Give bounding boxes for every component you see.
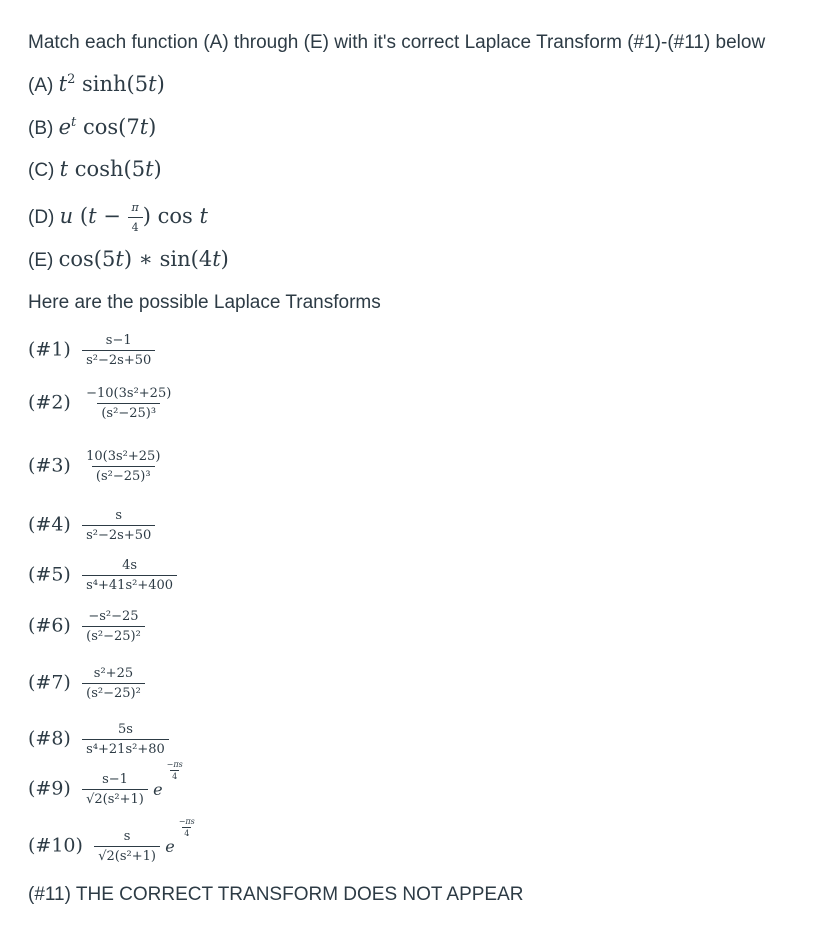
function-c-expr: t cosh(5t) bbox=[59, 157, 162, 181]
function-d-expr: u (t − $\frac{\pi}{4}$ ) cos t bbox=[59, 201, 208, 234]
transform-9-fraction bbox=[82, 772, 148, 807]
transform-6-label: (#6) bbox=[28, 614, 71, 637]
transform-10-exponential: e $\frac{-\pi s}{4}$ bbox=[165, 817, 195, 856]
transform-1-label: (#1) bbox=[28, 338, 71, 361]
transform-8-label: (#8) bbox=[28, 727, 71, 750]
transform-5-denominator: s⁴+41s²+400 bbox=[82, 575, 177, 593]
transform-7-denominator: (s²−25)² bbox=[82, 683, 145, 701]
transform-7-label: (#7) bbox=[28, 671, 71, 694]
transform-11-none: (#11) THE CORRECT TRANSFORM DOES NOT APPEAR bbox=[28, 884, 524, 905]
transform-5 bbox=[28, 558, 177, 593]
function-d-label: (D) bbox=[28, 207, 55, 228]
function-e bbox=[28, 247, 229, 272]
function-c bbox=[28, 157, 162, 182]
transform-10-fraction bbox=[94, 829, 160, 864]
transform-3-label: (#3) bbox=[28, 454, 71, 477]
transform-10 bbox=[28, 817, 197, 864]
transform-3-denominator: (s²−25)³ bbox=[92, 466, 155, 484]
transform-1-numerator: s−1 bbox=[105, 333, 132, 348]
transform-4-label: (#4) bbox=[28, 513, 71, 536]
transforms-heading: Here are the possible Laplace Transforms bbox=[28, 292, 381, 313]
function-b bbox=[28, 115, 156, 140]
transform-6-numerator: −s²−25 bbox=[88, 609, 139, 624]
transform-8 bbox=[28, 722, 169, 757]
function-e-expr: cos(5t) ∗ sin(4t) bbox=[58, 247, 229, 271]
transform-4-fraction bbox=[82, 508, 155, 543]
function-a bbox=[28, 72, 165, 97]
transform-5-fraction bbox=[82, 558, 177, 593]
transform-1-fraction bbox=[82, 333, 155, 368]
function-b-label: (B) bbox=[28, 118, 54, 139]
transform-2-fraction bbox=[82, 386, 175, 421]
transform-4-denominator: s²−2s+50 bbox=[82, 525, 155, 543]
question-intro: Match each function (A) through (E) with it's correct Laplace Transform (#1)-(#11) below bbox=[28, 32, 766, 53]
transform-9-denominator: √2(s²+1) bbox=[82, 789, 148, 807]
function-e-label: (E) bbox=[28, 250, 54, 271]
transform-9-exponential: e $\frac{-\pi s}{4}$ bbox=[153, 760, 183, 799]
transform-5-numerator: 4s bbox=[122, 558, 138, 573]
transform-1 bbox=[28, 333, 155, 368]
transform-6-fraction bbox=[82, 609, 145, 644]
transform-4 bbox=[28, 508, 155, 543]
function-a-expr: $t^2$ sinh(5t) bbox=[58, 72, 165, 96]
transform-7-numerator: s²+25 bbox=[93, 666, 134, 681]
function-c-label: (C) bbox=[28, 160, 55, 181]
transform-10-label: (#10) bbox=[28, 834, 83, 857]
transform-7 bbox=[28, 666, 145, 701]
transform-5-label: (#5) bbox=[28, 563, 71, 586]
transform-3 bbox=[28, 449, 164, 484]
transform-9 bbox=[28, 760, 185, 807]
transform-8-fraction bbox=[82, 722, 169, 757]
transform-1-denominator: s²−2s+50 bbox=[82, 350, 155, 368]
transform-9-numerator: s−1 bbox=[102, 772, 128, 787]
transform-9-label: (#9) bbox=[28, 777, 71, 800]
transform-2-label: (#2) bbox=[28, 391, 71, 414]
transform-7-fraction bbox=[82, 666, 145, 701]
transform-2-denominator: (s²−25)³ bbox=[97, 403, 160, 421]
transform-10-denominator: √2(s²+1) bbox=[94, 846, 160, 864]
transform-6-denominator: (s²−25)² bbox=[82, 626, 145, 644]
function-b-expr: $e^t$ cos(7t) bbox=[58, 115, 157, 139]
transform-8-denominator: s⁴+21s²+80 bbox=[82, 739, 169, 757]
function-a-label: (A) bbox=[28, 75, 54, 96]
function-d bbox=[28, 200, 208, 235]
transform-3-numerator: 10(3s²+25) bbox=[86, 449, 161, 464]
transform-3-fraction bbox=[82, 449, 164, 484]
transform-2 bbox=[28, 386, 175, 421]
transform-2-numerator: −10(3s²+25) bbox=[86, 386, 172, 401]
transform-8-numerator: 5s bbox=[117, 722, 133, 737]
transform-10-numerator: s bbox=[123, 829, 131, 844]
transform-6 bbox=[28, 609, 145, 644]
transform-4-numerator: s bbox=[115, 508, 123, 523]
